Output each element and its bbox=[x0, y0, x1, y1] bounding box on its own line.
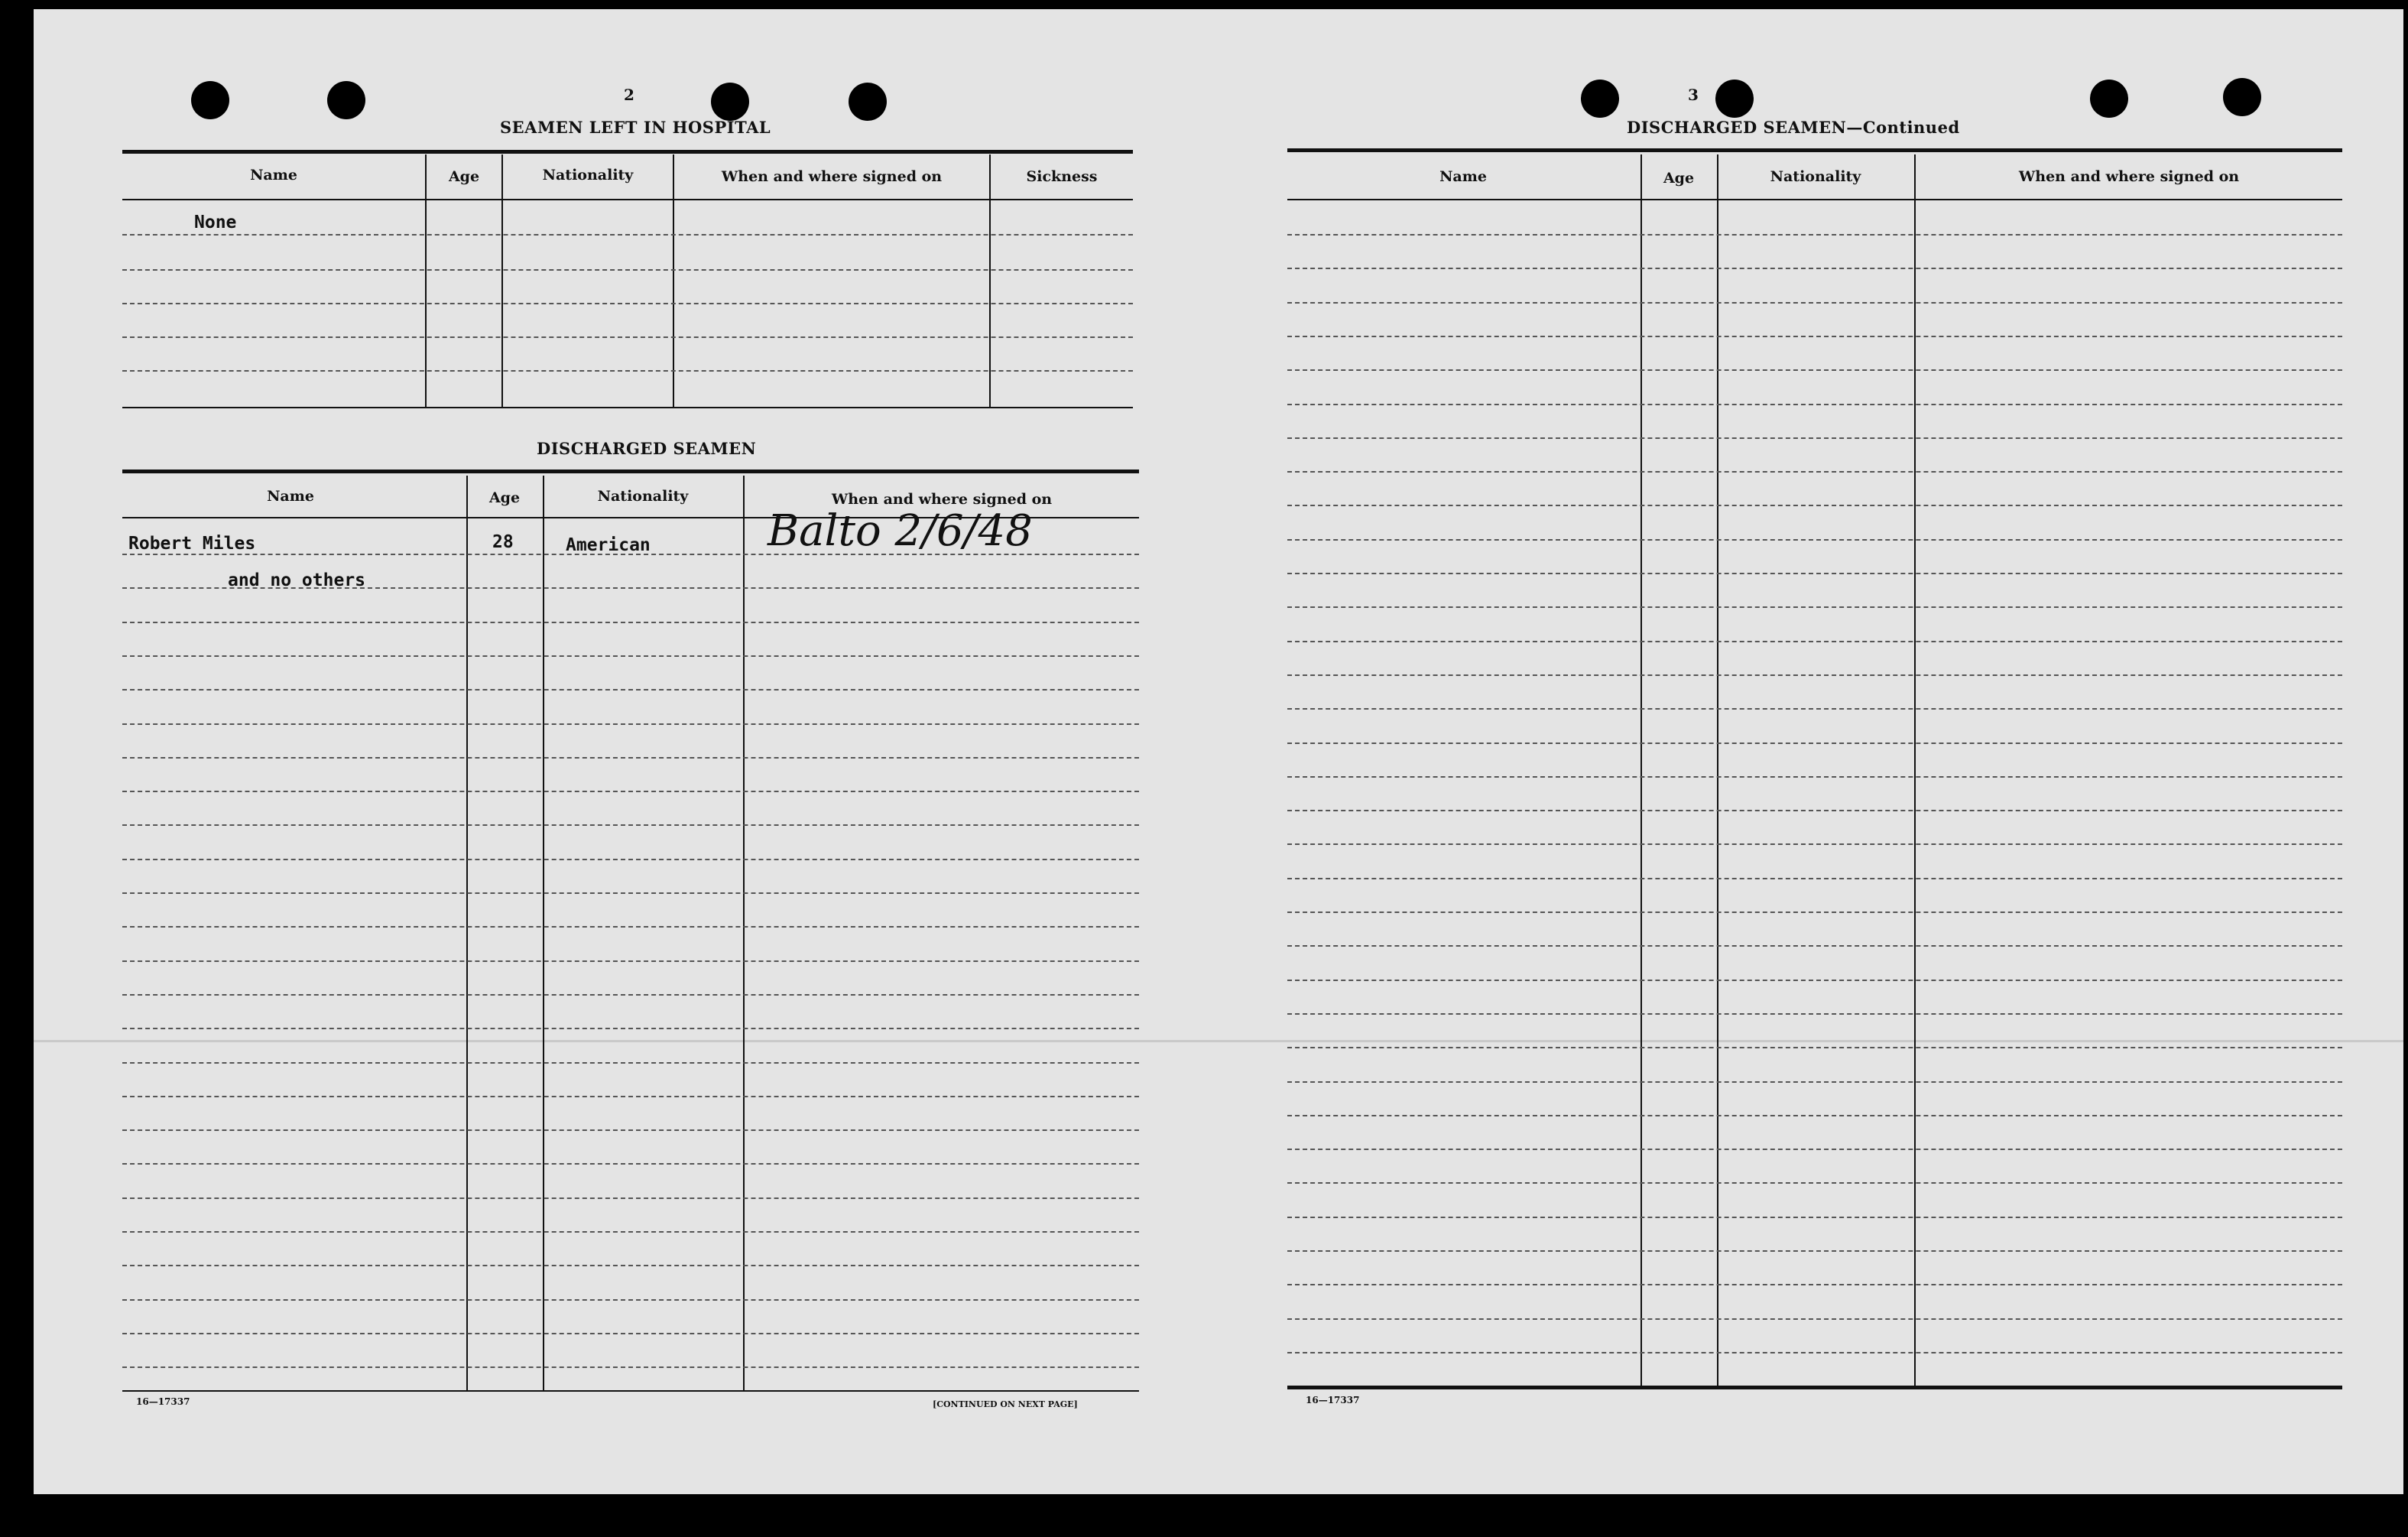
table-row-line bbox=[1287, 336, 2342, 337]
discharged-col-name: Name bbox=[267, 488, 314, 505]
right-col-nationality: Nationality bbox=[1770, 168, 1861, 185]
table-row-line bbox=[122, 1129, 1139, 1131]
discharged-col-divider bbox=[743, 476, 745, 1390]
table-row-line bbox=[1287, 471, 2342, 473]
punch-hole bbox=[1715, 80, 1754, 118]
page-number: 2 bbox=[624, 86, 634, 104]
table-row-line bbox=[1287, 1217, 2342, 1218]
punch-hole bbox=[711, 83, 749, 121]
hospital-col-divider bbox=[673, 154, 674, 407]
table-row-line bbox=[1287, 1115, 2342, 1116]
table-row-line bbox=[1287, 1047, 2342, 1048]
right-bottom-rule bbox=[1287, 1386, 2342, 1389]
hospital-section-title: SEAMEN LEFT IN HOSPITAL bbox=[500, 118, 771, 137]
no-others-note: and no others bbox=[228, 570, 366, 590]
hospital-col-nationality: Nationality bbox=[542, 167, 634, 184]
table-row-line bbox=[1287, 641, 2342, 642]
table-row-line bbox=[1287, 234, 2342, 236]
table-row-line bbox=[1287, 1318, 2342, 1320]
table-row-line bbox=[122, 1299, 1139, 1301]
table-row-line bbox=[1287, 1081, 2342, 1083]
table-row-line bbox=[1287, 743, 2342, 744]
punch-hole bbox=[191, 81, 229, 119]
hospital-row-line bbox=[122, 303, 1133, 304]
table-row-line bbox=[1287, 776, 2342, 778]
table-row-line bbox=[122, 859, 1139, 860]
table-row-line bbox=[122, 1062, 1139, 1064]
table-row-line bbox=[122, 824, 1139, 826]
right-col-signed-on: When and where signed on bbox=[2018, 168, 2240, 185]
hospital-bottom-rule bbox=[122, 407, 1133, 408]
table-row-line bbox=[1287, 1149, 2342, 1150]
table-row-line bbox=[1287, 911, 2342, 913]
table-row-line bbox=[1287, 404, 2342, 405]
table-row-line bbox=[1287, 1352, 2342, 1353]
table-row-line bbox=[122, 994, 1139, 996]
right-header-rule bbox=[1287, 199, 2342, 200]
punch-hole bbox=[1581, 80, 1619, 118]
punch-hole bbox=[327, 81, 365, 119]
discharged-bottom-rule bbox=[122, 1390, 1139, 1392]
table-row-line bbox=[1287, 945, 2342, 947]
punch-hole bbox=[2090, 80, 2128, 118]
hospital-top-rule bbox=[122, 150, 1133, 154]
right-col-divider bbox=[1914, 154, 1916, 1386]
table-row-line bbox=[1287, 878, 2342, 879]
table-row-line bbox=[1287, 674, 2342, 676]
hospital-row-line bbox=[122, 336, 1133, 338]
punch-hole bbox=[849, 83, 887, 121]
hospital-col-name: Name bbox=[250, 167, 297, 184]
table-row-line bbox=[122, 723, 1139, 725]
continued-footer: [CONTINUED ON NEXT PAGE] bbox=[933, 1399, 1078, 1409]
table-row-line bbox=[1287, 980, 2342, 981]
hospital-col-divider bbox=[501, 154, 503, 407]
table-row-line bbox=[1287, 302, 2342, 304]
hospital-row-line bbox=[122, 370, 1133, 372]
table-row-line bbox=[1287, 810, 2342, 811]
hospital-col-divider bbox=[989, 154, 991, 407]
hospital-row-line bbox=[122, 234, 1133, 236]
page-fold bbox=[34, 1040, 2403, 1042]
discharged-col-nationality: Nationality bbox=[597, 488, 689, 505]
seaman-signed-on-handwritten: Balto 2/6/48 bbox=[768, 506, 1033, 556]
discharged-col-signed-on: When and where signed on bbox=[831, 491, 1053, 508]
discharged-top-rule bbox=[122, 470, 1139, 473]
discharged-col-age: Age bbox=[488, 489, 521, 506]
table-row-line bbox=[122, 1197, 1139, 1199]
discharged-col-divider bbox=[466, 476, 468, 1390]
table-row-line bbox=[1287, 268, 2342, 269]
right-col-divider bbox=[1640, 154, 1642, 1386]
table-row-line bbox=[1287, 1284, 2342, 1285]
discharged-col-divider bbox=[543, 476, 544, 1390]
punch-hole bbox=[2223, 78, 2261, 116]
hospital-col-age: Age bbox=[448, 168, 480, 185]
hospital-row-line bbox=[122, 269, 1133, 271]
table-row-line bbox=[1287, 1013, 2342, 1015]
table-row-line bbox=[1287, 573, 2342, 574]
table-row-line bbox=[122, 1163, 1139, 1165]
table-row-line bbox=[122, 926, 1139, 928]
table-row-line bbox=[1287, 1250, 2342, 1252]
table-row-line bbox=[1287, 708, 2342, 710]
discharged-section-title: DISCHARGED SEAMEN bbox=[537, 439, 757, 458]
table-row-line bbox=[122, 892, 1139, 894]
hospital-entry-none: None bbox=[194, 213, 237, 232]
continued-section-title: DISCHARGED SEAMEN—Continued bbox=[1627, 118, 1960, 137]
hospital-col-divider bbox=[425, 154, 427, 407]
right-col-name: Name bbox=[1439, 168, 1487, 185]
table-row-line bbox=[1287, 437, 2342, 439]
table-row-line bbox=[122, 1333, 1139, 1334]
table-row-line bbox=[122, 655, 1139, 657]
table-row-line bbox=[122, 791, 1139, 792]
table-row-line bbox=[122, 1028, 1139, 1029]
right-top-rule bbox=[1287, 148, 2342, 152]
table-row-line bbox=[1287, 539, 2342, 541]
right-col-age: Age bbox=[1663, 170, 1695, 187]
table-row-line bbox=[122, 622, 1139, 623]
hospital-col-signed-on: When and where signed on bbox=[721, 168, 943, 185]
table-row-line bbox=[122, 1366, 1139, 1368]
table-row-line bbox=[1287, 1182, 2342, 1184]
form-number: 16—17337 bbox=[136, 1396, 190, 1407]
table-row-line bbox=[1287, 505, 2342, 506]
hospital-header-rule bbox=[122, 199, 1133, 200]
table-row-line bbox=[122, 1265, 1139, 1266]
seaman-name: Robert Miles bbox=[128, 534, 256, 554]
right-col-divider bbox=[1717, 154, 1718, 1386]
table-row-line bbox=[122, 1096, 1139, 1097]
table-row-line bbox=[122, 960, 1139, 962]
table-row-line bbox=[1287, 843, 2342, 845]
table-row-line bbox=[1287, 606, 2342, 608]
document-sheet bbox=[34, 9, 2403, 1494]
table-row-line bbox=[1287, 369, 2342, 371]
page-number: 3 bbox=[1688, 86, 1699, 104]
form-number: 16—17337 bbox=[1306, 1395, 1360, 1405]
table-row-line bbox=[122, 757, 1139, 759]
table-row-line bbox=[122, 1231, 1139, 1233]
seaman-nationality: American bbox=[566, 535, 651, 555]
seaman-age: 28 bbox=[492, 532, 514, 552]
hospital-col-sickness: Sickness bbox=[1026, 168, 1098, 185]
table-row-line bbox=[122, 689, 1139, 691]
